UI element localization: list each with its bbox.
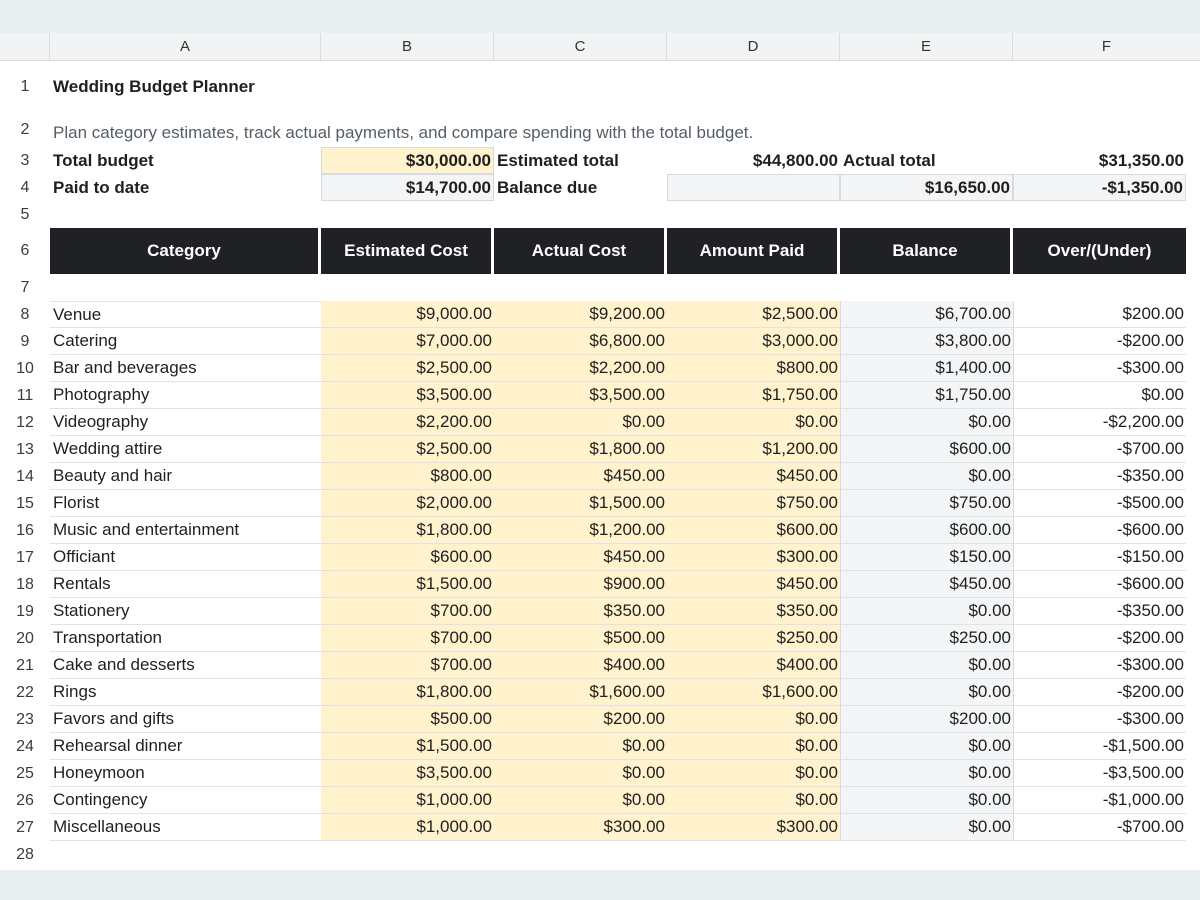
actual-cost-cell[interactable]: $0.00 <box>494 787 667 814</box>
over-under-cell[interactable]: -$1,500.00 <box>1013 733 1186 760</box>
paid-to-date-label[interactable]: Paid to date <box>53 177 150 197</box>
table-row <box>0 355 1200 382</box>
row-number[interactable]: 2 <box>20 121 30 138</box>
estimated-cost-cell[interactable]: $800.00 <box>321 463 494 490</box>
table-row <box>0 328 1200 355</box>
balance-cell[interactable]: $6,700.00 <box>840 301 1013 328</box>
balance-cell[interactable]: $150.00 <box>840 544 1013 571</box>
row-number[interactable]: 10 <box>16 359 34 377</box>
row-number[interactable]: 17 <box>16 548 34 566</box>
category-cell[interactable]: Bar and beverages <box>50 355 321 382</box>
column-header-d[interactable]: D <box>667 33 840 60</box>
row-number[interactable]: 28 <box>16 845 34 863</box>
sheet-row-7 <box>0 274 1200 301</box>
estimated-cost-cell[interactable]: $700.00 <box>321 598 494 625</box>
row-number[interactable]: 8 <box>20 305 30 323</box>
table-row <box>0 760 1200 787</box>
estimated-cost-cell[interactable]: $1,800.00 <box>321 517 494 544</box>
amount-paid-cell[interactable]: $250.00 <box>667 625 840 652</box>
amount-paid-cell[interactable]: $450.00 <box>667 463 840 490</box>
table-row <box>0 679 1200 706</box>
amount-paid-cell[interactable]: $1,600.00 <box>667 679 840 706</box>
table-row <box>0 463 1200 490</box>
actual-cost-cell[interactable]: $0.00 <box>494 733 667 760</box>
table-row <box>0 625 1200 652</box>
balance-cell[interactable]: $0.00 <box>840 409 1013 436</box>
table-row <box>0 814 1200 841</box>
category-cell[interactable]: Florist <box>50 490 321 517</box>
balance-cell[interactable]: $1,750.00 <box>840 382 1013 409</box>
balance-cell[interactable]: $600.00 <box>840 436 1013 463</box>
estimated-cost-cell[interactable]: $2,200.00 <box>321 409 494 436</box>
balance-cell[interactable]: $0.00 <box>840 760 1013 787</box>
column-header-a[interactable]: A <box>50 33 321 60</box>
column-header-b[interactable]: B <box>321 33 494 60</box>
sheet-subtitle[interactable]: Plan category estimates, track actual payments, and compare spending with the total budget. <box>53 123 754 142</box>
row-number[interactable]: 1 <box>20 78 30 95</box>
row-number[interactable]: 25 <box>16 764 34 782</box>
amount-paid-cell[interactable]: $1,200.00 <box>667 436 840 463</box>
spreadsheet-grid <box>0 33 1200 870</box>
row-number[interactable]: 27 <box>16 818 34 836</box>
table-row <box>0 787 1200 814</box>
category-cell[interactable]: Honeymoon <box>50 760 321 787</box>
category-cell[interactable]: Rings <box>50 679 321 706</box>
over-under-cell[interactable]: -$300.00 <box>1013 706 1186 733</box>
over-under-cell[interactable]: $200.00 <box>1013 301 1186 328</box>
category-cell[interactable]: Catering <box>50 328 321 355</box>
header-balance[interactable]: Balance <box>840 228 1012 274</box>
amount-paid-cell[interactable]: $1,750.00 <box>667 382 840 409</box>
table-row <box>0 301 1200 328</box>
header-category[interactable]: Category <box>50 228 320 274</box>
estimated-cost-cell[interactable]: $700.00 <box>321 625 494 652</box>
balance-cell[interactable]: $0.00 <box>840 463 1013 490</box>
table-row <box>0 652 1200 679</box>
over-under-cell[interactable]: -$200.00 <box>1013 679 1186 706</box>
balance-cell[interactable]: $0.00 <box>840 598 1013 625</box>
actual-cost-cell[interactable]: $1,600.00 <box>494 679 667 706</box>
select-all-corner[interactable] <box>0 33 50 60</box>
over-under-cell[interactable]: -$600.00 <box>1013 517 1186 544</box>
sheet-row-28 <box>0 841 1200 868</box>
over-under-cell[interactable]: -$3,500.00 <box>1013 760 1186 787</box>
row-number[interactable]: 13 <box>16 440 34 458</box>
actual-cost-cell[interactable]: $350.00 <box>494 598 667 625</box>
estimated-cost-cell[interactable]: $1,800.00 <box>321 679 494 706</box>
balance-cell[interactable]: $0.00 <box>840 787 1013 814</box>
total-budget-label[interactable]: Total budget <box>53 150 154 170</box>
row-number[interactable]: 26 <box>16 791 34 809</box>
row-number[interactable]: 23 <box>16 710 34 728</box>
estimated-total-label[interactable]: Estimated total <box>497 150 619 170</box>
over-under-cell[interactable]: -$300.00 <box>1013 355 1186 382</box>
table-row <box>0 706 1200 733</box>
amount-paid-cell[interactable]: $300.00 <box>667 814 840 841</box>
amount-paid-cell[interactable]: $0.00 <box>667 706 840 733</box>
amount-paid-cell[interactable]: $0.00 <box>667 760 840 787</box>
actual-cost-cell[interactable]: $0.00 <box>494 409 667 436</box>
row-number[interactable]: 19 <box>16 602 34 620</box>
amount-paid-cell[interactable]: $0.00 <box>667 409 840 436</box>
estimated-total-value[interactable]: $44,800.00 <box>752 150 838 170</box>
sheet-row-3 <box>0 147 1200 174</box>
row-number[interactable]: 4 <box>20 178 30 196</box>
over-under-cell[interactable]: -$300.00 <box>1013 652 1186 679</box>
table-row <box>0 490 1200 517</box>
sheet-row-4 <box>0 174 1200 201</box>
row-number[interactable]: 16 <box>16 521 34 539</box>
over-under-cell[interactable]: -$500.00 <box>1013 490 1186 517</box>
amount-paid-cell[interactable]: $750.00 <box>667 490 840 517</box>
over-under-cell[interactable]: -$350.00 <box>1013 463 1186 490</box>
estimated-cost-cell[interactable]: $500.00 <box>321 706 494 733</box>
column-header-row <box>0 33 1200 61</box>
category-cell[interactable]: Photography <box>50 382 321 409</box>
sheet-row-6 <box>0 228 1200 274</box>
category-cell[interactable]: Cake and desserts <box>50 652 321 679</box>
amount-paid-cell[interactable]: $450.00 <box>667 571 840 598</box>
actual-cost-cell[interactable]: $900.00 <box>494 571 667 598</box>
actual-cost-cell[interactable]: $0.00 <box>494 760 667 787</box>
balance-cell[interactable]: $0.00 <box>840 733 1013 760</box>
estimated-cost-cell[interactable]: $1,000.00 <box>321 814 494 841</box>
balance-cell[interactable]: $3,800.00 <box>840 328 1013 355</box>
table-row <box>0 544 1200 571</box>
actual-cost-cell[interactable]: $500.00 <box>494 625 667 652</box>
actual-cost-cell[interactable]: $450.00 <box>494 463 667 490</box>
amount-paid-cell[interactable]: $800.00 <box>667 355 840 382</box>
row-number[interactable]: 5 <box>20 205 30 223</box>
actual-cost-cell[interactable]: $1,800.00 <box>494 436 667 463</box>
empty-summary-cell[interactable] <box>667 174 840 201</box>
over-under-cell[interactable]: -$150.00 <box>1013 544 1186 571</box>
balance-cell[interactable]: $1,400.00 <box>840 355 1013 382</box>
estimated-cost-cell[interactable]: $9,000.00 <box>321 301 494 328</box>
balance-cell[interactable]: $200.00 <box>840 706 1013 733</box>
row-number[interactable]: 3 <box>20 151 30 169</box>
estimated-cost-cell[interactable]: $7,000.00 <box>321 328 494 355</box>
category-cell[interactable]: Videography <box>50 409 321 436</box>
balance-cell[interactable]: $0.00 <box>840 679 1013 706</box>
over-under-total-value[interactable]: -$1,350.00 <box>1013 174 1186 201</box>
balance-cell[interactable]: $0.00 <box>840 652 1013 679</box>
actual-cost-cell[interactable]: $200.00 <box>494 706 667 733</box>
balance-cell[interactable]: $450.00 <box>840 571 1013 598</box>
balance-due-value[interactable]: $16,650.00 <box>840 174 1013 201</box>
sheet-row-2 <box>0 114 1200 146</box>
table-row <box>0 436 1200 463</box>
table-row <box>0 409 1200 436</box>
row-number[interactable]: 6 <box>20 242 30 259</box>
table-row <box>0 517 1200 544</box>
paid-to-date-value[interactable]: $14,700.00 <box>321 174 494 201</box>
row-number[interactable]: 20 <box>16 629 34 647</box>
over-under-cell[interactable]: $0.00 <box>1013 382 1186 409</box>
actual-cost-cell[interactable]: $300.00 <box>494 814 667 841</box>
row-number[interactable]: 9 <box>20 332 30 350</box>
table-row <box>0 598 1200 625</box>
row-number[interactable]: 12 <box>16 413 34 431</box>
category-cell[interactable]: Rentals <box>50 571 321 598</box>
row-number[interactable]: 14 <box>16 467 34 485</box>
amount-paid-cell[interactable]: $600.00 <box>667 517 840 544</box>
amount-paid-cell[interactable]: $350.00 <box>667 598 840 625</box>
row-number[interactable]: 24 <box>16 737 34 755</box>
over-under-cell[interactable]: -$200.00 <box>1013 328 1186 355</box>
row-number[interactable]: 7 <box>20 278 30 296</box>
row-number[interactable]: 15 <box>16 494 34 512</box>
balance-due-label[interactable]: Balance due <box>497 177 598 197</box>
total-budget-value[interactable]: $30,000.00 <box>321 147 494 174</box>
estimated-cost-cell[interactable]: $2,000.00 <box>321 490 494 517</box>
actual-cost-cell[interactable]: $2,200.00 <box>494 355 667 382</box>
over-under-cell[interactable]: -$700.00 <box>1013 814 1186 841</box>
column-header-c[interactable]: C <box>494 33 667 60</box>
table-row <box>0 733 1200 760</box>
actual-total-value[interactable]: $31,350.00 <box>1098 150 1184 170</box>
actual-cost-cell[interactable]: $1,200.00 <box>494 517 667 544</box>
category-cell[interactable]: Transportation <box>50 625 321 652</box>
over-under-cell[interactable]: -$2,200.00 <box>1013 409 1186 436</box>
row-number[interactable]: 21 <box>16 656 34 674</box>
header-actual-cost[interactable]: Actual Cost <box>494 228 666 274</box>
category-cell[interactable]: Stationery <box>50 598 321 625</box>
estimated-cost-cell[interactable]: $600.00 <box>321 544 494 571</box>
actual-cost-cell[interactable]: $1,500.00 <box>494 490 667 517</box>
sheet-row-1 <box>0 60 1200 114</box>
balance-cell[interactable]: $600.00 <box>840 517 1013 544</box>
category-cell[interactable]: Wedding attire <box>50 436 321 463</box>
sheet-title[interactable]: Wedding Budget Planner <box>53 77 255 96</box>
amount-paid-cell[interactable]: $0.00 <box>667 787 840 814</box>
amount-paid-cell[interactable]: $0.00 <box>667 733 840 760</box>
header-over-under[interactable]: Over/(Under) <box>1013 228 1186 274</box>
balance-cell[interactable]: $750.00 <box>840 490 1013 517</box>
amount-paid-cell[interactable]: $2,500.00 <box>667 301 840 328</box>
balance-cell[interactable]: $0.00 <box>840 814 1013 841</box>
actual-cost-cell[interactable]: $6,800.00 <box>494 328 667 355</box>
estimated-cost-cell[interactable]: $3,500.00 <box>321 382 494 409</box>
estimated-cost-cell[interactable]: $3,500.00 <box>321 760 494 787</box>
table-row <box>0 382 1200 409</box>
actual-cost-cell[interactable]: $3,500.00 <box>494 382 667 409</box>
estimated-cost-cell[interactable]: $2,500.00 <box>321 436 494 463</box>
row-number[interactable]: 18 <box>16 575 34 593</box>
table-row <box>0 571 1200 598</box>
category-cell[interactable]: Contingency <box>50 787 321 814</box>
category-cell[interactable]: Beauty and hair <box>50 463 321 490</box>
estimated-cost-cell[interactable]: $2,500.00 <box>321 355 494 382</box>
balance-cell[interactable]: $250.00 <box>840 625 1013 652</box>
category-cell[interactable]: Officiant <box>50 544 321 571</box>
estimated-cost-cell[interactable]: $1,000.00 <box>321 787 494 814</box>
row-number[interactable]: 22 <box>16 683 34 701</box>
estimated-cost-cell[interactable]: $1,500.00 <box>321 571 494 598</box>
category-cell[interactable]: Rehearsal dinner <box>50 733 321 760</box>
column-header-e[interactable]: E <box>840 33 1013 60</box>
sheet-row-5 <box>0 201 1200 228</box>
actual-cost-cell[interactable]: $450.00 <box>494 544 667 571</box>
over-under-cell[interactable]: -$350.00 <box>1013 598 1186 625</box>
actual-cost-cell[interactable]: $400.00 <box>494 652 667 679</box>
actual-cost-cell[interactable]: $9,200.00 <box>494 301 667 328</box>
column-header-f[interactable]: F <box>1101 38 1112 55</box>
row-number[interactable]: 11 <box>16 386 34 404</box>
amount-paid-cell[interactable]: $300.00 <box>667 544 840 571</box>
over-under-cell[interactable]: -$600.00 <box>1013 571 1186 598</box>
amount-paid-cell[interactable]: $3,000.00 <box>667 328 840 355</box>
estimated-cost-cell[interactable]: $1,500.00 <box>321 733 494 760</box>
over-under-cell[interactable]: -$200.00 <box>1013 625 1186 652</box>
amount-paid-cell[interactable]: $400.00 <box>667 652 840 679</box>
actual-total-label[interactable]: Actual total <box>843 150 936 170</box>
category-cell[interactable]: Favors and gifts <box>50 706 321 733</box>
header-estimated-cost[interactable]: Estimated Cost <box>321 228 493 274</box>
category-cell[interactable]: Music and entertainment <box>50 517 321 544</box>
category-cell[interactable]: Venue <box>50 301 321 328</box>
over-under-cell[interactable]: -$1,000.00 <box>1013 787 1186 814</box>
category-cell[interactable]: Miscellaneous <box>50 814 321 841</box>
estimated-cost-cell[interactable]: $700.00 <box>321 652 494 679</box>
over-under-cell[interactable]: -$700.00 <box>1013 436 1186 463</box>
header-amount-paid[interactable]: Amount Paid <box>667 228 839 274</box>
